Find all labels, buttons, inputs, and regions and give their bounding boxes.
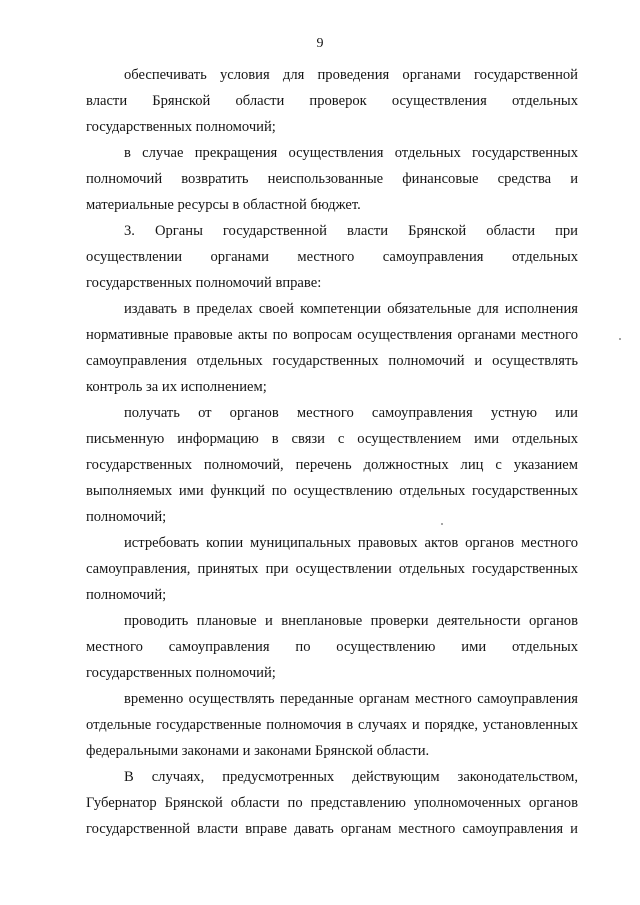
paragraph-3-line-1: 3. Органы государственной власти Брянской области при [124, 223, 578, 239]
paragraph-8-line-3: федеральными законами и законами Брянской области. [86, 743, 430, 759]
paragraph-4-line-1: издавать в пределах своей компетенции обязательные для исполнения [124, 301, 578, 317]
paragraph-8-line-2: отдельные государственные полномочия в случаях и порядке, установленных [86, 717, 578, 733]
paragraph-6-line-1: истребовать копии муниципальных правовых актов органов местного [124, 535, 578, 551]
paragraph-2-line-2: полномочий возвратить неиспользованные финансовые средства и [86, 171, 578, 187]
scan-speck [441, 523, 443, 525]
scan-speck [619, 338, 621, 340]
paragraph-7-line-1: проводить плановые и внеплановые проверки деятельности органов [124, 613, 578, 629]
paragraph-6-line-3: полномочий; [86, 587, 167, 603]
paragraph-4-line-4: контроль за их исполнением; [86, 379, 267, 395]
paragraph-3-line-3: государственных полномочий вправе: [86, 275, 322, 291]
paragraph-4-line-2: нормативные правовые акты по вопросам осуществления органами местного [86, 327, 578, 343]
paragraph-1-line-2: власти Брянской области проверок осуществления отдельных [86, 93, 578, 109]
paragraph-6-line-2: самоуправления, принятых при осуществлении отдельных государственных [86, 561, 578, 577]
paragraph-9-line-2: Губернатор Брянской области по представлению уполномоченных органов [86, 795, 578, 811]
paragraph-7-line-3: государственных полномочий; [86, 665, 276, 681]
paragraph-8-line-1: временно осуществлять переданные органам местного самоуправления [124, 691, 578, 707]
paragraph-3-line-2: осуществлении органами местного самоуправления отдельных [86, 249, 578, 265]
paragraph-1-line-1: обеспечивать условия для проведения органами государственной [124, 67, 578, 83]
page-number: 9 [316, 36, 324, 51]
paragraph-4-line-3: самоуправления отдельных государственных полномочий и осуществлять [86, 353, 578, 369]
paragraph-5-line-4: выполняемых ими функций по осуществлению отдельных государственных [86, 483, 578, 499]
paragraph-2-line-1: в случае прекращения осуществления отдельных государственных [124, 145, 578, 161]
paragraph-5-line-2: письменную информацию в связи с осуществлением ими отдельных [86, 431, 578, 447]
paragraph-5-line-3: государственных полномочий, перечень должностных лиц с указанием [86, 457, 578, 473]
paragraph-9-line-1: В случаях, предусмотренных действующим законодательством, [124, 769, 578, 785]
paragraph-5-line-1: получать от органов местного самоуправления устную или [124, 405, 578, 421]
paragraph-5-line-5: полномочий; [86, 509, 167, 525]
paragraph-9-line-3: государственной власти вправе давать органам местного самоуправления и [86, 821, 578, 837]
paragraph-2-line-3: материальные ресурсы в областной бюджет. [86, 197, 361, 213]
paragraph-1-line-3: государственных полномочий; [86, 119, 276, 135]
paragraph-7-line-2: местного самоуправления по осуществлению ими отдельных [86, 639, 578, 655]
